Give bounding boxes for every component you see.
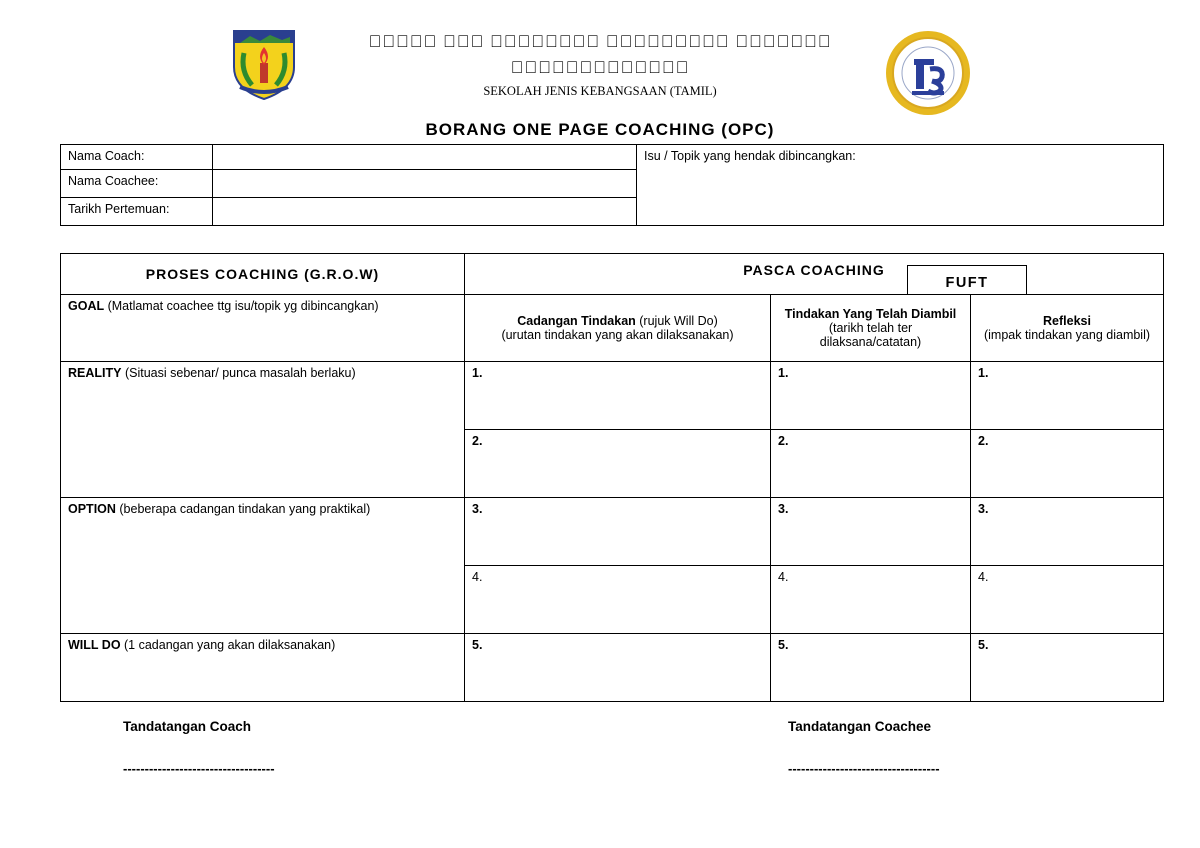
cadangan-2[interactable]: 2.	[465, 430, 771, 498]
reality-cell[interactable]	[61, 362, 465, 498]
proses-coaching-header: PROSES COACHING (G.R.O.W)	[61, 254, 465, 295]
school-type-label: SEKOLAH JENIS KEBANGSAAN (TAMIL)	[483, 84, 717, 98]
cadangan-4[interactable]: 4.	[465, 566, 771, 634]
cadangan-5[interactable]: 5.	[465, 634, 771, 702]
col-cadangan-sub: (urutan tindakan yang akan dilaksanakan)	[501, 328, 734, 342]
coachee-name-label: Nama Coachee:	[61, 170, 213, 198]
refleksi-1[interactable]: 1.	[971, 362, 1164, 430]
cadangan-1[interactable]: 1.	[465, 362, 771, 430]
meeting-date-field[interactable]	[213, 198, 637, 226]
refleksi-4[interactable]: 4.	[971, 566, 1164, 634]
info-table	[60, 144, 1164, 226]
option-cell[interactable]	[61, 498, 465, 634]
school-name-tamil-line2: 􀀀􀀀􀀀􀀀􀀀􀀀􀀀􀀀􀀀􀀀􀀀􀀀􀀀	[510, 58, 690, 77]
goal-desc: (Matlamat coachee ttg isu/topik yg dibincangkan)	[104, 299, 379, 313]
goal-cell[interactable]	[61, 295, 465, 362]
col-tindakan-header	[771, 295, 971, 362]
grow-table	[60, 253, 1164, 702]
fuft-box: FUFT	[907, 265, 1027, 295]
coachee-signature-label: Tandatangan Coachee	[788, 719, 932, 734]
col-tindakan-title: Tindakan Yang Telah Diambil	[784, 307, 957, 321]
reality-desc: (Situasi sebenar/ punca masalah berlaku)	[121, 366, 356, 380]
col-cadangan-title: Cadangan Tindakan	[517, 314, 636, 328]
goal-key: GOAL	[68, 299, 105, 313]
option-desc: (beberapa cadangan tindakan yang praktikal)	[115, 502, 371, 516]
school-crest-logo	[230, 27, 298, 101]
coach-signature-label: Tandatangan Coach	[123, 719, 252, 734]
tindakan-4[interactable]: 4.	[771, 566, 971, 634]
coachee-signature-line[interactable]: -----------------------------------	[788, 761, 940, 776]
pasca-coaching-header-cell	[465, 254, 1164, 295]
col-tindakan-note: (tarikh telah ter dilaksana/catatan)	[819, 321, 922, 349]
col-cadangan-note: (rujuk Will Do)	[635, 314, 718, 328]
coach-name-field[interactable]	[213, 145, 637, 170]
refleksi-5[interactable]: 5.	[971, 634, 1164, 702]
will-do-desc: (1 cadangan yang akan dilaksanakan)	[120, 638, 336, 652]
col-refleksi-header	[971, 295, 1164, 362]
tindakan-2[interactable]: 2.	[771, 430, 971, 498]
coach-name-label: Nama Coach:	[61, 145, 213, 170]
refleksi-2[interactable]: 2.	[971, 430, 1164, 498]
reality-key: REALITY	[68, 366, 122, 380]
pasca-coaching-header: PASCA COACHING	[743, 262, 885, 278]
col-refleksi-title: Refleksi	[1043, 314, 1091, 328]
cadangan-3[interactable]: 3.	[465, 498, 771, 566]
will-do-key: WILL DO	[68, 638, 121, 652]
issue-topic-field[interactable]	[637, 145, 1164, 226]
school-name-tamil-line1: 􀀀􀀀􀀀􀀀􀀀 􀀀􀀀􀀀 􀀀􀀀􀀀􀀀􀀀􀀀􀀀􀀀 􀀀􀀀􀀀􀀀􀀀􀀀􀀀􀀀􀀀 􀀀􀀀􀀀􀀀􀀀􀀀􀀀	[368, 32, 832, 51]
coach-signature-line[interactable]: -----------------------------------	[123, 761, 275, 776]
option-key: OPTION	[68, 502, 116, 516]
meeting-date-label: Tarikh Pertemuan:	[61, 198, 213, 226]
tindakan-1[interactable]: 1.	[771, 362, 971, 430]
refleksi-3[interactable]: 3.	[971, 498, 1164, 566]
col-refleksi-sub: (impak tindakan yang diambil)	[983, 328, 1151, 342]
col-cadangan-header	[465, 295, 771, 362]
tindakan-5[interactable]: 5.	[771, 634, 971, 702]
coachee-name-field[interactable]	[213, 170, 637, 198]
tindakan-3[interactable]: 3.	[771, 498, 971, 566]
issue-topic-label: Isu / Topik yang hendak dibincangkan:	[644, 149, 856, 163]
form-title: BORANG ONE PAGE COACHING (OPC)	[425, 120, 775, 139]
will-do-cell[interactable]	[61, 634, 465, 702]
